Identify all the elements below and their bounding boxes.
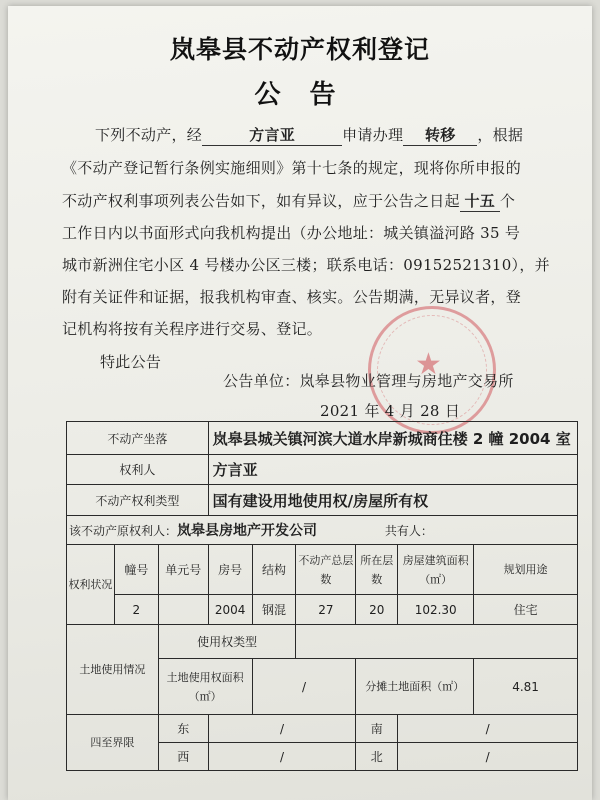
- body-line-4: 工作日内以书面形式向我机构提出（办公地址：城关镇溢河路 35 号: [62, 224, 521, 242]
- value-room: 2004: [208, 595, 252, 625]
- land-area-value: /: [252, 659, 356, 715]
- owner-value: 方言亚: [208, 455, 577, 485]
- line1-suffix: ，根据: [477, 126, 524, 144]
- value-unit: [158, 595, 208, 625]
- header-building: 幢号: [114, 545, 158, 595]
- shared-area-value: 4.81: [474, 659, 578, 715]
- boundary-label: 四至界限: [67, 715, 159, 771]
- seal-star-icon: ★: [415, 347, 442, 382]
- body-line-3: [62, 190, 515, 212]
- original-owner-value: 岚皋县房地产开发公司: [177, 523, 318, 539]
- line3-suffix: 个: [499, 192, 516, 210]
- header-unit: 单元号: [158, 545, 208, 595]
- property-info-table: [66, 421, 578, 771]
- location-label: 不动产坐落: [67, 422, 209, 455]
- issuer-line: 公告单位：岚皋县物业管理与房地产交易所: [223, 372, 514, 390]
- header-floor: 所在层数: [356, 545, 398, 595]
- south-label: 南: [356, 715, 398, 743]
- land-use-label: 土地使用情况: [67, 625, 159, 715]
- table-row-location: [67, 422, 578, 455]
- date-line: 2021 年 4 月 28 日: [320, 402, 461, 420]
- table-row-land-type: [67, 625, 578, 659]
- document-subtitle: 公 告: [254, 80, 346, 110]
- co-owner-label: 共有人：: [384, 524, 433, 538]
- value-structure: 钢混: [252, 595, 296, 625]
- east-label: 东: [158, 715, 208, 743]
- line3-prefix: 不动产权利事项列表公告如下，如有异议，应于公告之日起: [62, 192, 460, 210]
- applicant-field: 方言亚: [202, 124, 342, 146]
- notice-document: [8, 6, 592, 800]
- table-row-owner: [67, 455, 578, 485]
- status-label: 权利状况: [67, 545, 115, 625]
- north-label: 北: [356, 743, 398, 771]
- shared-area-label: 分摊土地面积（㎡）: [356, 659, 474, 715]
- value-building: 2: [114, 595, 158, 625]
- original-owner-cell: [67, 516, 578, 545]
- table-row-right-type: [67, 485, 578, 516]
- line1-prefix: 下列不动产，经: [95, 126, 203, 144]
- table-row-original-owner: [67, 516, 578, 545]
- land-use-type-label: 使用权类型: [158, 625, 296, 659]
- special-notice: 特此公告: [100, 353, 162, 371]
- document-title: 岚皋县不动产权利登记: [169, 35, 430, 64]
- right-type-value: 国有建设用地使用权/房屋所有权: [208, 485, 577, 516]
- table-row-status-values: [67, 595, 578, 625]
- body-line-1: [95, 124, 523, 146]
- body-line-7: 记机构将按有关程序进行交易、登记。: [62, 320, 323, 338]
- value-usage: 住宅: [474, 595, 578, 625]
- business-type-field: 转移: [403, 124, 477, 146]
- line1-middle: 申请办理: [342, 126, 404, 144]
- land-area-label: 土地使用权面积（㎡）: [158, 659, 252, 715]
- body-line-6: 附有关证件和证据，报我机构审查、核实。公告期满，无异议者，登: [62, 288, 522, 306]
- header-structure: 结构: [252, 545, 296, 595]
- header-usage: 规划用途: [474, 545, 578, 595]
- north-value: /: [398, 743, 578, 771]
- land-use-type-value: [296, 625, 578, 659]
- owner-label: 权利人: [67, 455, 209, 485]
- table-row-status-headers: [67, 545, 578, 595]
- body-line-5: 城市新洲住宅小区 4 号楼办公区三楼；联系电话：09152521310），并: [62, 256, 550, 274]
- right-type-label: 不动产权利类型: [67, 485, 209, 516]
- south-value: /: [398, 715, 578, 743]
- header-room: 房号: [208, 545, 252, 595]
- objection-days-field: 十五: [460, 190, 500, 212]
- value-floor: 20: [356, 595, 398, 625]
- header-total-floors: 不动产总层数: [296, 545, 356, 595]
- table-row-boundary-1: [67, 715, 578, 743]
- location-value: 岚皋县城关镇河滨大道水岸新城商住楼 2 幢 2004 室: [208, 422, 577, 455]
- body-line-2: 《不动产登记暂行条例实施细则》第十七条的规定，现将你所申报的: [62, 159, 522, 177]
- west-value: /: [208, 743, 356, 771]
- east-value: /: [208, 715, 356, 743]
- original-owner-label: 该不动产原权利人：: [69, 524, 178, 538]
- value-area: 102.30: [398, 595, 474, 625]
- header-area: 房屋建筑面积（㎡）: [398, 545, 474, 595]
- west-label: 西: [158, 743, 208, 771]
- value-total-floors: 27: [296, 595, 356, 625]
